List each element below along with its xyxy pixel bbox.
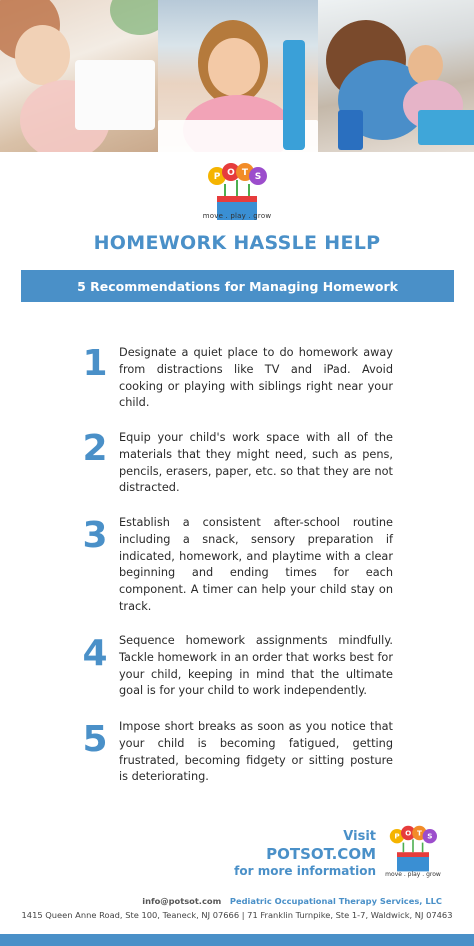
pots-logo-footer [386, 825, 440, 873]
item-number: 5 [82, 719, 108, 760]
website-link[interactable]: POTSOT.COM [266, 845, 376, 863]
item-text: Sequence homework assignments mindfully. Tackle homework in an order that works best for your child, keeping in mind that the ultimate goal is for your child to work independently. [119, 634, 393, 698]
logo-letter: S [254, 172, 262, 182]
item-number: 3 [82, 515, 108, 556]
logo-letter: P [213, 172, 221, 182]
email-link[interactable]: info@potsot.com [142, 896, 222, 906]
company-name: Pediatric Occupational Therapy Services, LLC [229, 896, 442, 906]
section-banner: 5 Recommendations for Managing Homework [21, 270, 454, 302]
item-number: 2 [82, 428, 108, 469]
item-number: 4 [82, 633, 108, 674]
header-photo-strip [0, 0, 474, 152]
item-text: Impose short breaks as soon as you notice that your child is becoming fatigued, getting frustrated, becoming fidgety or sitting posture is deteriorating. [119, 720, 393, 784]
logo-letter: T [241, 168, 249, 178]
page-title: HOMEWORK HASSLE HELP [93, 232, 381, 254]
logo-letter: S [427, 831, 433, 841]
contact-line [0, 896, 474, 906]
logo-letter: T [416, 828, 422, 838]
visit-more-info: for more information [234, 864, 376, 878]
item-text: Establish a consistent after-school routine including a snack, sensory preparation if indicated, homework, and playtime with a clear beginning and ending times for each component. A timer can help your child stay on track. [119, 516, 393, 613]
item-text: Designate a quiet place to do homework away from distractions like TV and iPad. Avoid cooking or playing with siblings right near your child. [119, 346, 393, 410]
item-number: 1 [82, 343, 108, 384]
smiling-girl-photo [158, 0, 318, 152]
logo-letter: P [394, 831, 400, 841]
child-writing-photo [0, 0, 158, 152]
item-text: Equip your child's work space with all of the materials that they might need, such as pens, pencils, erasers, paper, etc. so that they are not distracted. [119, 431, 393, 495]
logo-tagline-footer: move . play . grow [385, 871, 441, 878]
logo-letter: O [405, 828, 412, 838]
logo-letter: O [227, 168, 235, 178]
visit-callout [234, 829, 376, 879]
footer-bar [0, 934, 474, 946]
visit-label: Visit [343, 829, 376, 844]
stressed-parent-photo [318, 0, 474, 152]
address-line: 1415 Queen Anne Road, Ste 100, Teaneck, NJ 07666 | 71 Franklin Turnpike, Ste 1-7, Waldwick, NJ 07463 [21, 910, 453, 920]
logo-tagline: move . play . grow [202, 212, 272, 220]
